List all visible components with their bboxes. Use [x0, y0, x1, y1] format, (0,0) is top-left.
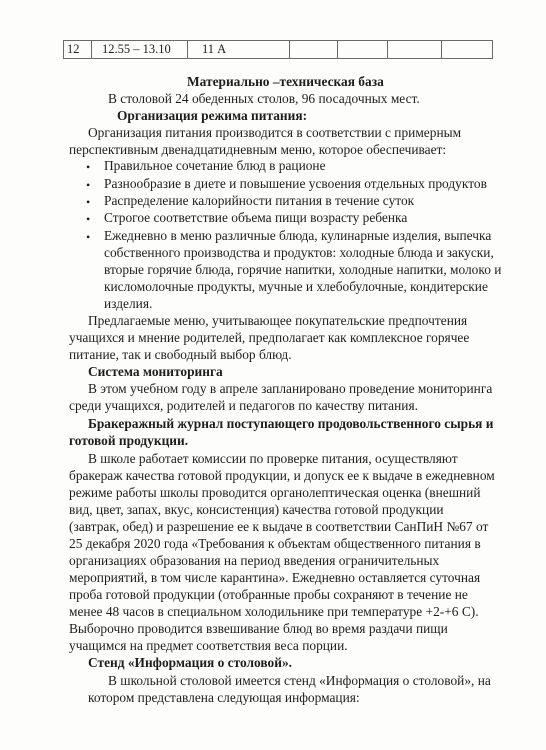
paragraph-text: питание, так и свободный выбор блюд.: [69, 347, 292, 362]
paragraph-text: бракераж качества готовой продукции, и допуск ее к выдаче в ежедневном: [69, 468, 495, 483]
paragraph-text: организациях образования на период введения ограничительных: [69, 553, 440, 568]
paragraph-text: мероприятий, в том числе карантина». Ежедневно оставляется суточная: [69, 570, 481, 585]
list-item-continuation: вторые горячие блюда, горячие напитки, холодные напитки, молоко и: [104, 262, 502, 277]
list-item-continuation: изделия.: [104, 296, 153, 311]
heading-stand: Стенд «Информация о столовой».: [88, 655, 293, 670]
paragraph-text: Организация питания производится в соответствии с примерным: [88, 125, 462, 140]
time-cell: 12.55 – 13.10: [92, 41, 188, 58]
paragraph-text: менее 48 часов в специальном холодильнике при температуре +2-+6 С).: [69, 604, 479, 619]
paragraph-text: учащимся на предмет соответствия веса порции.: [69, 638, 348, 653]
list-item: Строгое соответствие объема пищи возрасту ребенка: [104, 210, 408, 225]
paragraph-text: котором представлена следующая информация:: [88, 690, 360, 705]
row-number-cell: 12: [64, 41, 92, 58]
paragraph-text: В школьной столовой имеется стенд «Информация о столовой», на: [108, 673, 491, 688]
heading-journal: Бракеражный журнал поступающего продовольственного сырья и: [88, 416, 494, 431]
bullet-icon: •: [86, 195, 91, 209]
empty-cell: [338, 41, 388, 58]
paragraph-text: В школе работает комиссии по проверке питания, осуществляют: [88, 451, 458, 466]
list-item: Разнообразие в диете и повышение усвоения отдельных продуктов: [104, 176, 487, 191]
heading-journal-cont: готовой продукции.: [69, 433, 189, 448]
paragraph-text: 25 декабря 2020 года «Требования к объектам общественного питания в: [69, 536, 481, 551]
schedule-table-row: [63, 40, 493, 59]
bullet-icon: •: [86, 160, 91, 174]
class-cell: 11 А: [188, 41, 290, 58]
paragraph-text: учащихся и мнение родителей, предполагает как комплексное горячее: [69, 330, 470, 345]
list-item-continuation: собственного производства и продуктов: холодные блюда и закуски,: [104, 245, 494, 260]
bullet-icon: •: [86, 230, 91, 244]
list-item: Ежедневно в меню различные блюда, кулинарные изделия, выпечка: [104, 228, 492, 243]
empty-cell: [388, 41, 442, 58]
paragraph-text: Предлагаемые меню, учитывающее покупательские предпочтения: [88, 313, 468, 328]
paragraph-text: режиме работы школы проводится органолептическая оценка (внешний: [69, 485, 481, 500]
paragraph-text: среди учащихся, родителей и педагогов по качеству питания.: [69, 398, 418, 413]
bullet-icon: •: [86, 212, 91, 226]
paragraph-text: В столовой 24 обеденных столов, 96 посадочных мест.: [108, 91, 420, 106]
heading-material-base: Материально –техническая база: [187, 74, 384, 89]
list-item: Правильное сочетание блюд в рационе: [104, 158, 326, 173]
bullet-icon: •: [86, 178, 91, 192]
paragraph-text: В этом учебном году в апреле запланировано проведение мониторинга: [88, 381, 493, 396]
paragraph-text: вид, цвет, запах, вкус, консистенция) качества готовой продукции: [69, 502, 444, 517]
heading-meal-regime: Организация режима питания:: [117, 108, 308, 123]
list-item: Распределение калорийности питания в течение суток: [104, 193, 415, 208]
paragraph-text: Выборочно проводится взвешивание блюд во время раздачи пищи: [69, 621, 448, 636]
empty-cell: [442, 41, 494, 58]
paragraph-text: (завтрак, обед) и разрешение ее к выдаче в соответствии СанПиН №67 от: [69, 519, 489, 534]
empty-cell: [290, 41, 338, 58]
paragraph-text: проба готовой продукции (отобранные пробы сохраняют в течение не: [69, 587, 468, 602]
list-item-continuation: кисломолочные продукты, мучные и хлебобулочные, кондитерские: [104, 279, 488, 294]
heading-monitoring: Система мониторинга: [88, 364, 223, 379]
paragraph-text: перспективным двенадцатидневным меню, которое обеспечивает:: [69, 142, 447, 157]
